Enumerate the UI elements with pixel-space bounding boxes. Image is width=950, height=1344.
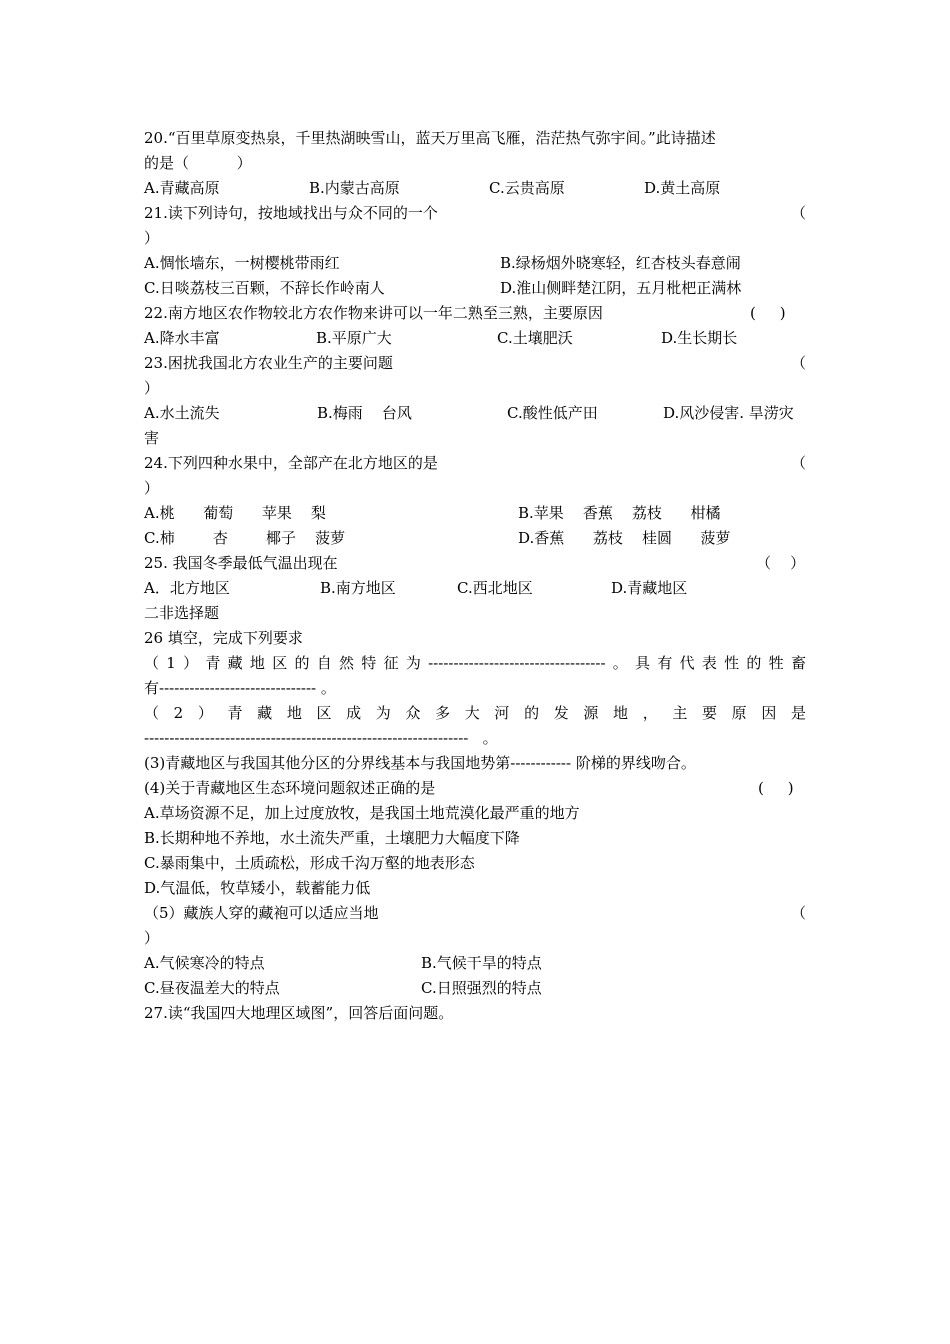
q26-part5-paren-open: （ (790, 904, 806, 922)
q26-part5-option-a: A.气候寒冷的特点 (144, 954, 265, 972)
q24-option-a: A.桃 葡萄 苹果 梨 (144, 504, 326, 522)
q24-option-d: D.香蕉 荔枝 桂圆 菠萝 (518, 529, 731, 547)
q26-part1-line1 (144, 651, 806, 676)
q23-paren-close: ） (144, 379, 160, 397)
q26-part4-line (144, 776, 806, 801)
q22-stem-line (144, 301, 806, 326)
q22-option-d: D.生长期长 (661, 329, 738, 347)
q20-option-d: D.黄土高原 (644, 179, 721, 197)
q26-part4-c-line (144, 851, 806, 876)
exam-page (144, 126, 806, 1026)
q26-part2: （2）青藏地区成为众多大河的发源地，主要原因是 (144, 704, 806, 722)
q26-part4-a-line (144, 801, 806, 826)
q20-option-c: C.云贵高原 (489, 179, 565, 197)
q26-part5-options-ab (144, 951, 806, 976)
q26-part4-option-b: B.长期种地不养地，水土流失严重，土壤肥力大幅度下降 (144, 829, 520, 847)
q25-paren: （ ） (756, 554, 806, 572)
q24-option-b: B.苹果 香蕉 荔枝 柑橘 (518, 504, 721, 522)
q21-option-a: A.惆怅墙东，一树樱桃带雨红 (144, 254, 340, 272)
q21-paren-line (144, 226, 806, 251)
q23-option-b: B.梅雨 台风 (317, 404, 412, 422)
q20-stem: 20.“百里草原变热泉，千里热湖映雪山，蓝天万里高飞雁，浩茫热气弥宇间。”此诗描述 (144, 129, 716, 147)
q23-paren-open: （ (790, 354, 806, 372)
q26-part5-options-cd (144, 976, 806, 1001)
q26-part5: （5）藏族人穿的藏袍可以适应当地 (144, 904, 379, 922)
q25-stem: 25. 我国冬季最低气温出现在 (144, 554, 338, 572)
q26-part5-paren-close: ） (144, 929, 160, 947)
q24-paren-line (144, 476, 806, 501)
q26-part3-line (144, 751, 806, 776)
q21-option-c: C.日啖荔枝三百颗，不辞长作岭南人 (144, 279, 385, 297)
q20-options (144, 176, 806, 201)
q21-stem-line (144, 201, 806, 226)
q27-stem-line (144, 1001, 806, 1026)
q26-part4: (4)关于青藏地区生态环境问题叙述正确的是 (144, 779, 436, 797)
q23-stem: 23.困扰我国北方农业生产的主要问题 (144, 354, 393, 372)
q21-option-b: B.绿杨烟外晓寒轻，红杏枝头春意闹 (500, 254, 741, 272)
q22-paren: ( ) (750, 304, 786, 322)
q24-option-c: C.柿 杏 椰子 菠萝 (144, 529, 346, 547)
section-heading: 二非选择题 (144, 604, 220, 622)
q21-options-cd (144, 276, 806, 301)
q22-option-c: C.土壤肥沃 (497, 329, 573, 347)
q26-part4-b-line (144, 826, 806, 851)
q20-answer-blank: 的是（ ） (144, 154, 252, 172)
q26-part1-cont: 有------------------------------- 。 (144, 679, 336, 697)
q25-option-b: B.南方地区 (320, 579, 396, 597)
q23-option-d-cont: 害 (144, 429, 160, 447)
q24-options-ab (144, 501, 806, 526)
q26-stem: 26 填空，完成下列要求 (144, 629, 303, 647)
q24-paren-close: ） (144, 479, 160, 497)
q26-part4-option-c: C.暴雨集中，土质疏松，形成千沟万壑的地表形态 (144, 854, 475, 872)
q26-part5-line (144, 901, 806, 926)
q25-stem-line (144, 551, 806, 576)
q26-part4-option-a: A.草场资源不足，加上过度放牧，是我国土地荒漠化最严重的地方 (144, 804, 580, 822)
q22-options (144, 326, 806, 351)
q26-part5-paren-line (144, 926, 806, 951)
q25-options (144, 576, 806, 601)
q23-option-c: C.酸性低产田 (507, 404, 598, 422)
q23-paren-line (144, 376, 806, 401)
q21-option-d: D.淮山侧畔楚江阴，五月枇杷正满林 (500, 279, 742, 297)
q20-option-a: A.青藏高原 (144, 179, 220, 197)
q26-part2-line2 (144, 726, 806, 751)
q23-option-d-wrap (144, 426, 806, 451)
q24-stem: 24.下列四种水果中，全部产在北方地区的是 (144, 454, 438, 472)
q26-part4-paren: ( ) (758, 779, 794, 797)
q22-stem: 22.南方地区农作物较北方农作物来讲可以一年二熟至三熟，主要原因 (144, 304, 603, 322)
q26-part2-line1 (144, 701, 806, 726)
q21-options-ab (144, 251, 806, 276)
q23-option-d: D.风沙侵害. 旱涝灾 (663, 404, 794, 422)
q20-option-b: B.内蒙古高原 (309, 179, 400, 197)
q23-stem-line (144, 351, 806, 376)
q26-part1-line2 (144, 676, 806, 701)
q25-option-a: A．北方地区 (144, 579, 230, 597)
q26-part5-option-d: C.日照强烈的特点 (421, 979, 542, 997)
q20-stem-line2 (144, 151, 806, 176)
q22-option-a: A.降水丰富 (144, 329, 220, 347)
q26-part4-d-line (144, 876, 806, 901)
q21-stem: 21.读下列诗句，按地域找出与众不同的一个 (144, 204, 438, 222)
section-heading-line (144, 601, 806, 626)
q26-part3: (3)青藏地区与我国其他分区的分界线基本与我国地势第------------ 阶梯的界线吻合。 (144, 754, 696, 772)
q22-option-b: B.平原广大 (316, 329, 392, 347)
q23-options (144, 401, 806, 426)
q24-paren-open: （ (790, 454, 806, 472)
q21-paren-open: （ (790, 204, 806, 222)
q27-stem: 27.读“我国四大地理区域图”，回答后面问题。 (144, 1004, 454, 1022)
q26-part2-cont: ---------------------------------------------------------------- 。 (144, 729, 498, 747)
q25-option-d: D.青藏地区 (611, 579, 688, 597)
q26-part1: （1）青藏地区的自然特征为-----------------------------------。具有代表性的牲畜 (144, 654, 806, 672)
q26-stem-line (144, 626, 806, 651)
q23-option-a: A.水土流失 (144, 404, 220, 422)
q26-part5-option-c: C.昼夜温差大的特点 (144, 979, 280, 997)
q24-stem-line (144, 451, 806, 476)
q26-part4-option-d: D.气温低，牧草矮小，载蓄能力低 (144, 879, 371, 897)
q20-stem-line1 (144, 126, 806, 151)
q25-option-c: C.西北地区 (457, 579, 533, 597)
q24-options-cd (144, 526, 806, 551)
q21-paren-close: ） (144, 229, 160, 247)
q26-part5-option-b: B.气候干旱的特点 (421, 954, 542, 972)
